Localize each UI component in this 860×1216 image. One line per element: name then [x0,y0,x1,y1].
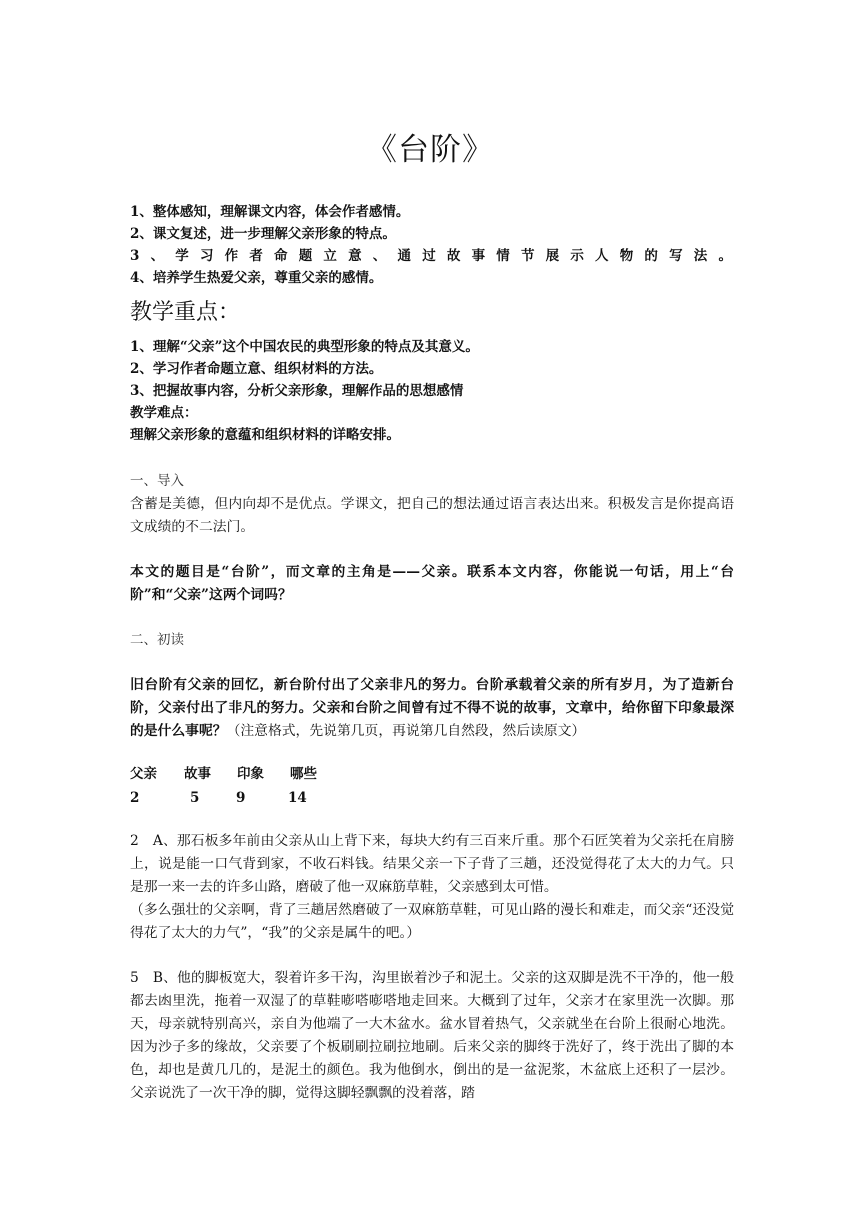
document-title: 《台阶》 [366,132,494,168]
key-point-3: 3、把握故事内容，分析父亲形象，理解作品的思想感情 [130,383,464,399]
question1: 本文的题目是“台阶”，而文章的主角是——父亲。联系本文内容，你能说一句话，用上“台阶”和“父亲”这两个词吗？ [130,564,734,603]
table-value-1: 2 [130,790,140,806]
table-value-2: 5 [190,790,200,806]
question2-text: 旧台阶有父亲的回忆，新台阶付出了父亲非凡的努力。台阶承载着父亲的所有岁月，为了造新台阶，父亲付出了非凡的努力。父亲和台阶之间曾有过不得不说的故事，文章中，给你留下印象最深的是什么事呢？ [130,677,734,739]
difficulty-heading: 教学难点： [130,405,198,421]
paragraph-b: 5 B、他的脚板宽大，裂着许多干沟，沟里嵌着沙子和泥土。父亲的这双脚是洗不干净的，他一般都去凼里洗，拖着一双湿了的草鞋嘭嗒嘭嗒地走回来。大概到了过年，父亲才在家里洗一次脚。那天，母亲就特别高兴，亲自为他端了一大木盆水。盆水冒着热气，父亲就坐在台阶上很耐心地洗。因为沙子多的缘故，父亲要了个板刷刷拉刷拉地刷。后来父亲的脚终于洗好了，终于洗出了脚的本色，却也是黄几几的，是泥土的颜色。我为他倒水，倒出的是一盆泥浆，木盆底上还积了一层沙。父亲说洗了一次干净的脚，觉得这脚轻飘飘的没着落，踏 [130,970,734,1101]
section1-text: 含蓄是美德，但内向却不是优点。学课文，把自己的想法通过语言表达出来。积极发言是你提高语文成绩的不二法门。 [130,496,734,535]
table-header-father: 父亲 [130,766,157,782]
objective-4: 4、培养学生热爱父亲，尊重父亲的感情。 [130,270,383,286]
objective-1: 1、整体感知，理解课文内容，体会作者感情。 [130,204,410,220]
section2-heading: 二、初读 [130,632,184,648]
table-value-4: 14 [288,790,307,806]
key-points-heading: 教学重点： [130,300,241,325]
question2-note: （注意格式，先说第几页，再说第几自然段，然后读原文） [226,723,586,739]
table-header-impression: 印象 [237,766,264,782]
objective-2: 2、课文复述，进一步理解父亲形象的特点。 [130,226,396,242]
key-point-1: 1、理解“父亲”这个中国农民的典型形象的特点及其意义。 [130,339,479,355]
objective-3: 3、学习作者命题立意、通过故事情节展示人物的写法。 [130,248,732,264]
table-value-3: 9 [236,790,246,806]
question2 [130,674,734,743]
table-header-which: 哪些 [290,766,317,782]
difficulty-text: 理解父亲形象的意蕴和组织材料的详略安排。 [130,427,400,443]
paragraph-a: 2 A、那石板多年前由父亲从山上背下来，每块大约有三百来斤重。那个石匠笑着为父亲托在肩膀上，说是能一口气背到家，不收石料钱。结果父亲一下子背了三趟，还没觉得花了太大的力气。只是那一来一去的许多山路，磨破了他一双麻筋草鞋，父亲感到太可惜。 [130,833,734,895]
table-header-story: 故事 [184,766,211,782]
section1-heading: 一、导入 [130,473,184,489]
paragraph-a-note: （多么强壮的父亲啊，背了三趟居然磨破了一双麻筋草鞋，可见山路的漫长和难走，而父亲“还没觉得花了太大的力气”，“我”的父亲是属牛的吧。） [130,902,734,941]
key-point-2: 2、学习作者命题立意、组织材料的方法。 [130,361,383,377]
